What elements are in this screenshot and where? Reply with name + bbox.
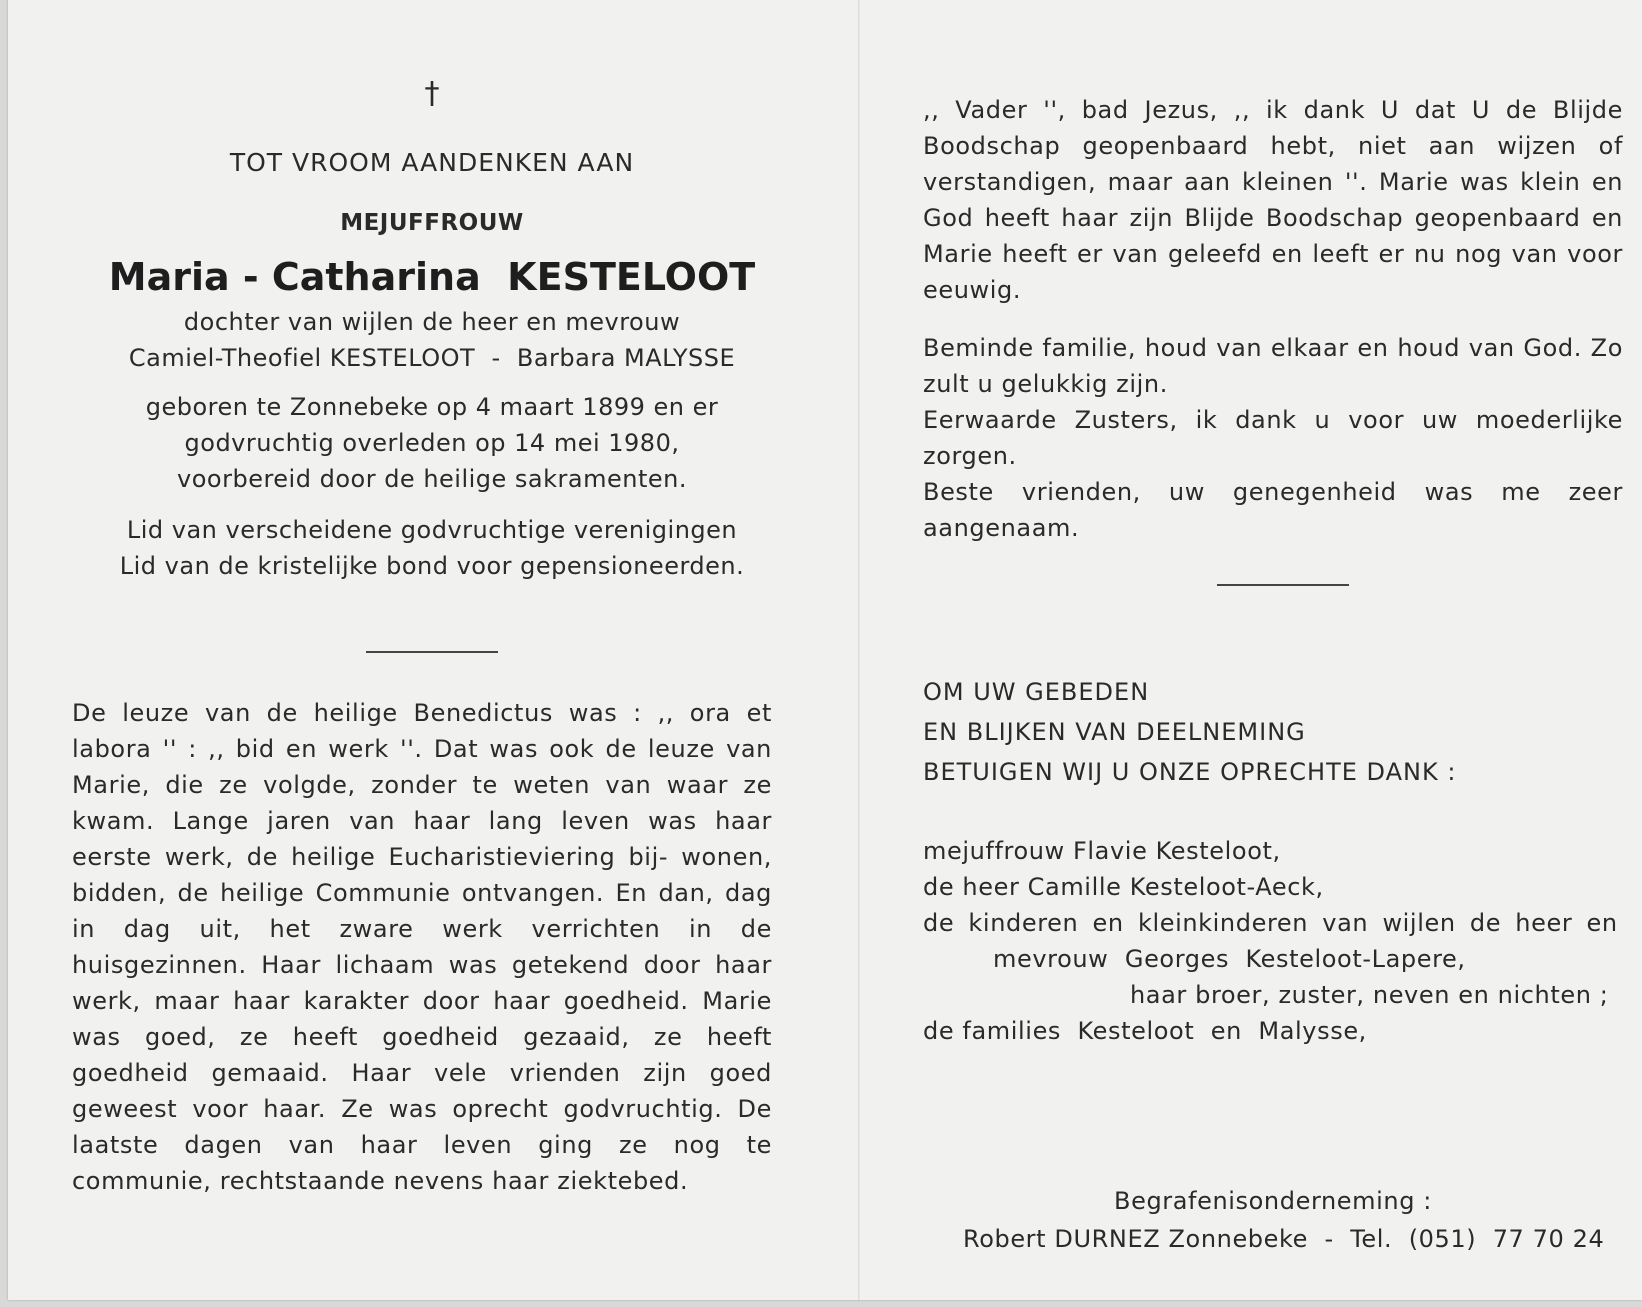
title-heading: MEJUFFROUW xyxy=(340,210,524,236)
thanks-line: BETUIGEN WIJ U ONZE OPRECHTE DANK : xyxy=(923,758,1457,786)
undertaker-label: Begrafenisonderneming : xyxy=(1114,1187,1432,1215)
dates-line: voorbereid door de heilige sakramenten. xyxy=(177,465,687,493)
thanks-line: OM UW GEBEDEN xyxy=(923,678,1150,706)
thanks-line: EN BLIJKEN VAN DEELNEMING xyxy=(923,718,1306,746)
intro-heading: TOT VROOM AANDENKEN AAN xyxy=(229,148,635,177)
dates-line: geboren te Zonnebeke op 4 maart 1899 en er xyxy=(145,393,719,421)
cross-icon: † xyxy=(424,76,440,111)
dates-block xyxy=(72,389,792,497)
membership-line: Lid van de kristelijke bond voor gepensioneerden. xyxy=(119,552,745,580)
parents-block xyxy=(72,304,792,376)
divider xyxy=(366,651,498,653)
divider xyxy=(1217,584,1349,586)
family-block xyxy=(923,833,1623,1049)
farewell-text xyxy=(923,330,1623,546)
family-line: haar broer, zuster, neven en nichten ; xyxy=(1130,981,1609,1009)
farewell-line: Beste vrienden, uw genegenheid was me zeer aangenaam. xyxy=(923,478,1623,542)
memorial-card xyxy=(8,0,1642,1300)
memberships-block xyxy=(72,512,792,584)
family-line: mevrouw Georges Kesteloot-Lapere, xyxy=(993,945,1466,973)
family-line: de kinderen en kleinkinderen van wijlen de heer en xyxy=(923,909,1618,937)
farewell-line: Eerwaarde Zusters, ik dank u voor uw moederlijke zorgen. xyxy=(923,406,1623,470)
undertaker-block xyxy=(963,1182,1605,1258)
dates-line: godvruchtig overleden op 14 mei 1980, xyxy=(184,429,680,457)
quote-paragraph: ,, Vader '', bad Jezus, ,, ik dank U dat U de Blijde Boodschap geopenbaard hebt, niet aan wijzen of verstandigen, maar aan kleinen ''. Marie was klein en God heeft haar zijn Blijde Boodschap geopenbaard en Marie heeft er van geleefd en leeft er nu nog van voor eeuwig. xyxy=(923,96,1623,304)
membership-line: Lid van verscheidene godvruchtige verenigingen xyxy=(126,516,738,544)
parents-line: dochter van wijlen de heer en mevrouw xyxy=(183,308,681,336)
farewell-line: Beminde familie, houd van elkaar en houd van God. Zo zult u gelukkig zijn. xyxy=(923,334,1623,398)
biography-paragraph: De leuze van de heilige Benedictus was : ,, ora et labora '' : ,, bid en werk ''. Dat was ook de leuze van Marie, die ze volgde, zonder te weten van waar ze kwam. Lange jaren van haar lang leven was haar eerste werk, de heilige Eucharistieviering bij- wonen, bidden, de heilige Communie ontvangen. En dan, dag in dag uit, het zware werk verrichten in de huisgezinnen. Haar lichaam was getekend door haar werk, maar haar karakter door haar goedheid. Marie was goed, ze heeft goedheid gezaaid, ze heeft goedheid gemaaid. Haar vele vrienden zijn goed geweest voor haar. Ze was oprecht godvruchtig. De laatste dagen van haar leven ging ze nog te communie, rechtstaande nevens haar ziektebed. xyxy=(72,699,772,1195)
quote-text xyxy=(923,92,1623,308)
right-page xyxy=(923,0,1623,1300)
family-line: de families Kesteloot en Malysse, xyxy=(923,1017,1367,1045)
parents-line: Camiel-Theofiel KESTELOOT - Barbara MALYSSE xyxy=(128,344,736,372)
undertaker-contact: Robert DURNEZ Zonnebeke - Tel. (051) 77 70 24 xyxy=(963,1225,1605,1253)
biography-text xyxy=(72,695,772,1199)
thanks-block xyxy=(923,672,1456,792)
family-line: mejuffrouw Flavie Kesteloot, xyxy=(923,837,1281,865)
card-fold xyxy=(858,0,860,1300)
family-line: de heer Camille Kesteloot-Aeck, xyxy=(923,873,1324,901)
left-page xyxy=(72,0,792,1300)
deceased-name: Maria - Catharina KESTELOOT xyxy=(108,255,756,299)
